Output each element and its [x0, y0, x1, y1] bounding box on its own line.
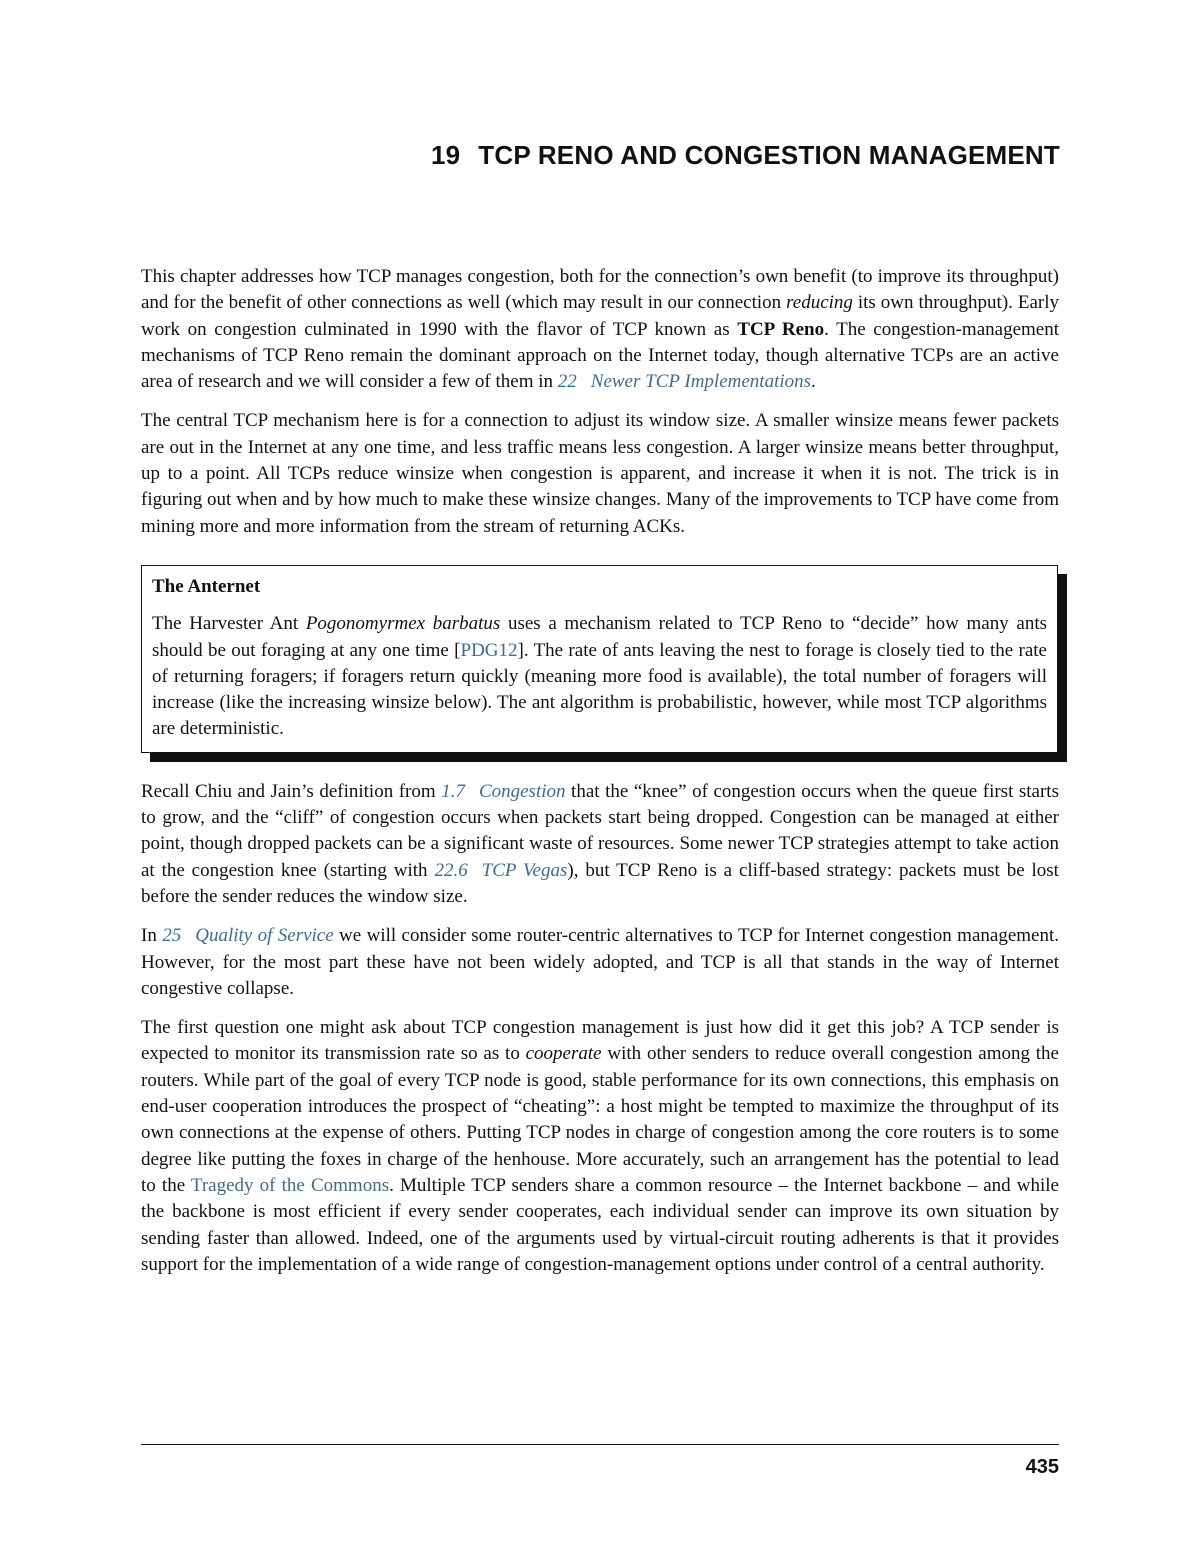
link-tcp-vegas[interactable] — [434, 860, 567, 881]
link-section-title: TCP Vegas — [481, 859, 568, 881]
intro-paragraph — [141, 264, 1059, 395]
link-section-number: 25 — [162, 925, 182, 947]
callout-text — [152, 611, 1047, 742]
citation-link[interactable]: PDG12 — [460, 639, 518, 661]
link-section-number: 22 — [557, 371, 577, 393]
chapter-number: 19 — [430, 140, 461, 170]
chapter-body — [141, 264, 1059, 1291]
species-name: Pogonomyrmex barbatus — [305, 613, 501, 635]
text-run: its own throughput). Early work on congestion culminated in 1990 with the flavor of TCP known as — [141, 292, 1059, 340]
link-quality-of-service[interactable] — [162, 925, 333, 946]
text-run: uses a mechanism related to TCP Reno to “decide” how many ants should be out foraging at any one time [ — [152, 613, 1048, 661]
link-section-title: Quality of Service — [195, 925, 334, 947]
link-newer-tcp-implementations[interactable] — [558, 371, 811, 392]
text-run: . The congestion-management mechanisms of TCP Reno remain the dominant approach on the Internet today, though alternative TCPs are an active area of research and we will consider a few of them in — [141, 318, 1059, 393]
text-run: In — [141, 925, 163, 947]
cooperation-paragraph — [141, 1015, 1059, 1278]
footer-rule — [141, 1444, 1059, 1445]
text-run: The Harvester Ant — [152, 613, 306, 635]
chapter-title-text: TCP RENO AND CONGESTION MANAGEMENT — [478, 140, 1060, 170]
text-run: This chapter addresses how TCP manages congestion, both for the connection’s own benefit (to improve its throughput) and for the benefit of other connections as well (which may result in our connection — [141, 266, 1059, 314]
callout-title: The Anternet — [152, 575, 261, 597]
text-run: ), but TCP Reno is a cliff-based strategy: packets must be lost before the sender reduces the window size. — [141, 859, 1059, 907]
window-size-paragraph: The central TCP mechanism here is for a connection to adjust its window size. A smaller winsize means fewer packets are out in the Internet at any one time, and less traffic means less congestion. A larger winsize means better throughput, up to a point. All TCPs reduce winsize when congestion is apparent, and increase it when it is not. The trick is in figuring out when and by how much to make these winsize changes. Many of the improvements to TCP have come from mining more and more information from the stream of returning ACKs. — [141, 410, 1059, 537]
anternet-callout-box — [141, 565, 1058, 753]
link-section-number: 1.7 — [441, 780, 465, 802]
term-tcp-reno: TCP Reno — [737, 318, 825, 340]
text-run: ]. The rate of ants leaving the nest to forage is closely tied to the rate of returning foragers; if foragers return quickly (meaning more food is available), the total number of foragers will increase (like the increasing winsize below). The ant algorithm is probabilistic, however, while most TCP algorithms are deterministic. — [152, 639, 1047, 740]
knee-cliff-paragraph — [141, 779, 1059, 910]
link-section-title: Newer TCP Implementations — [590, 371, 812, 393]
chapter-title — [431, 140, 1060, 171]
text-run: The first question one might ask about TCP congestion management is just how did it get this job? A TCP sender is expected to monitor its transmission rate so as to — [141, 1017, 1059, 1065]
text-run: we will consider some router-centric alternatives to TCP for Internet congestion management. However, for the most part these have not been widely adopted, and TCP is all that stands in the way of Internet congestive collapse. — [141, 925, 1059, 999]
link-tragedy-of-the-commons[interactable]: Tragedy of the Commons — [190, 1174, 390, 1196]
text-run: Recall Chiu and Jain’s definition from — [141, 780, 442, 802]
link-section-title: Congestion — [478, 780, 566, 802]
text-run: that the “knee” of congestion occurs when the queue first starts to grow, and the “cliff” of congestion occurs when packets start being dropped. Congestion can be managed at either point, though dropped packets can be a significant waste of resources. Some newer TCP strategies attempt to take action at the congestion knee (starting with — [141, 780, 1059, 881]
text-run: . Multiple TCP senders share a common resource – the Internet backbone – and while the backbone is most efficient if every sender cooperates, each individual sender can improve its own situation by sending faster than allowed. Indeed, one of the arguments used by virtual-circuit routing adherents is that it provides support for the implementation of a wide range of congestion-management options under control of a central authority. — [141, 1174, 1059, 1275]
text-run: with other senders to reduce overall congestion among the routers. While part of the goal of every TCP node is good, stable performance for its own connections, this emphasis on end-user cooperation introduces the prospect of “cheating”: a host might be tempted to maximize the throughput of its own connections at the expense of others. Putting TCP nodes in charge of congestion among the core routers is to some degree like putting the foxes in charge of the henhouse. More accurately, such an arrangement has the potential to lead to the — [141, 1043, 1059, 1196]
link-section-number: 22.6 — [434, 859, 468, 881]
page-number: 435 — [1025, 1456, 1059, 1478]
text-run: . — [811, 371, 816, 393]
emphasis-cooperate: cooperate — [525, 1043, 602, 1065]
qos-paragraph — [141, 923, 1059, 1002]
link-congestion[interactable] — [441, 781, 565, 802]
emphasis-reducing: reducing — [786, 292, 853, 314]
